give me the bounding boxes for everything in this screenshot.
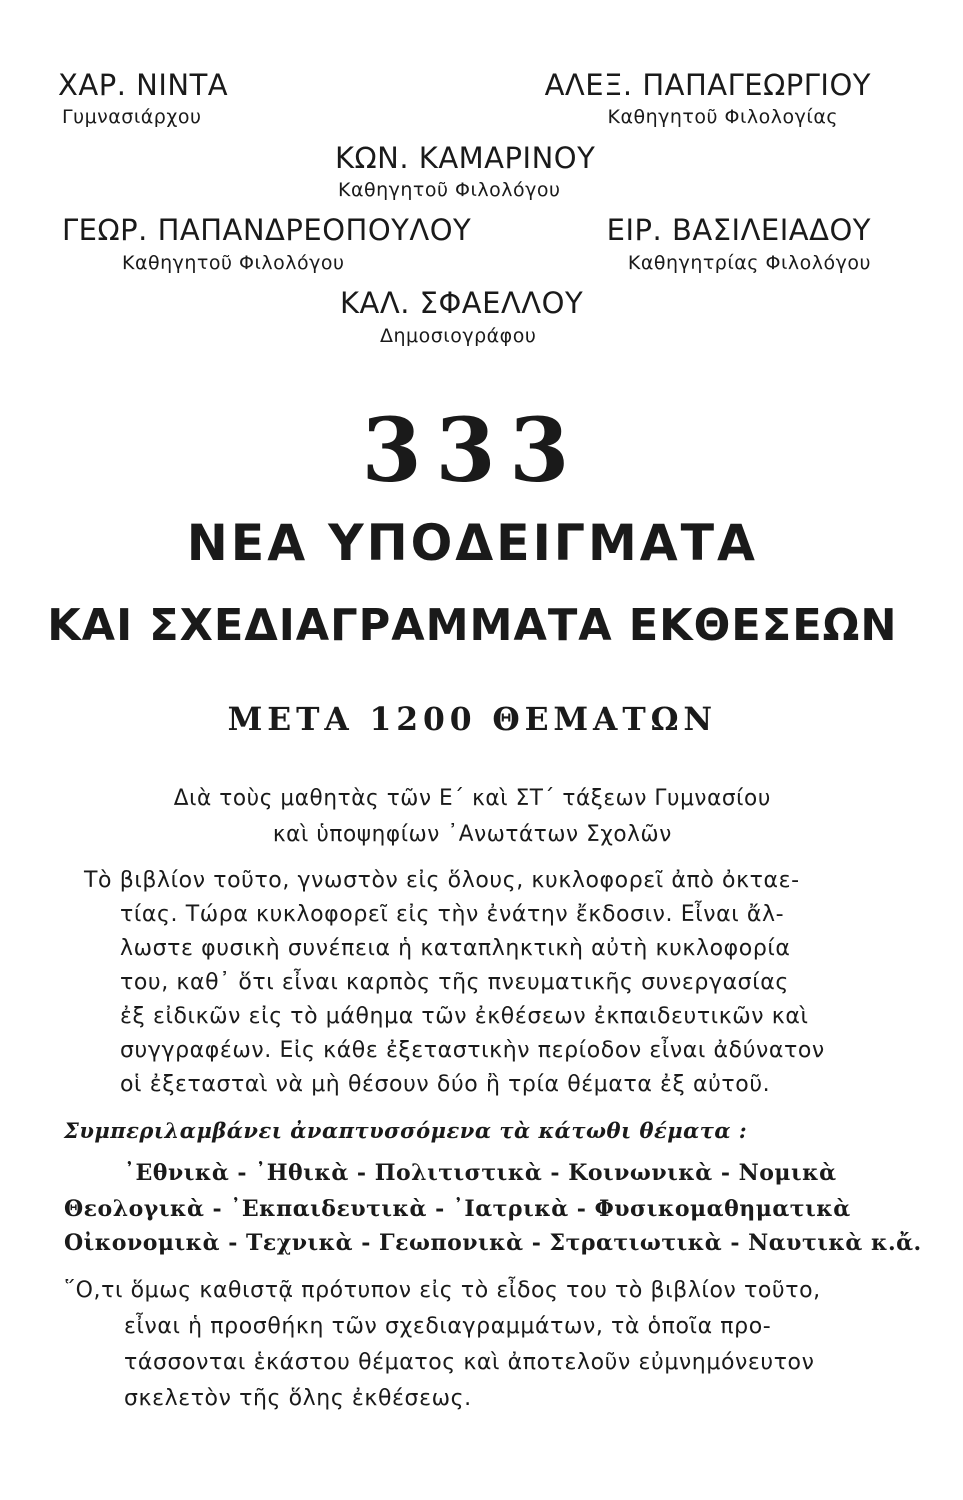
author-role: Καθηγητοῦ Φιλολόγου [122, 252, 345, 274]
subjects-line: ᾽Εθνικὰ - ᾽Ηθικὰ - Πολιτιστικὰ - Κοινωνικὰ - Νομικὰ [124, 1160, 837, 1186]
description-line: συγγραφέων. Εἰς κάθε ἐξεταστικὴν περίοδον εἶναι ἀδύνατον [120, 1038, 825, 1063]
description-line: ἐξ εἰδικῶν εἰς τὸ μάθημα τῶν ἐκθέσεων ἐκπαιδευτικῶν καὶ [120, 1004, 809, 1029]
description-line: οἱ ἐξετασταὶ νὰ μὴ θέσουν δύο ἢ τρία θέματα ἐξ αὐτοῦ. [120, 1072, 771, 1097]
author-role: Δημοσιογράφου [380, 325, 537, 347]
author-name: ΑΛΕΞ. ΠΑΠΑΓΕΩΡΓΙΟΥ [544, 68, 871, 102]
closing-line: τάσσονται ἑκάστου θέματος καὶ ἀποτελοῦν εὐμνημόνευτον [124, 1350, 815, 1375]
author-name: ΧΑΡ. ΝΙΝΤΑ [58, 68, 229, 102]
book-subtitle: ΜΕΤΑ 1200 ΘΕΜΑΤΩΝ [227, 700, 718, 738]
book-number: 333 [361, 398, 584, 502]
description-line: του, καθ᾽ ὅτι εἶναι καρπὸς τῆς πνευματικῆς συνεργασίας [120, 970, 789, 995]
subjects-line: Οἰκονομικὰ - Τεχνικὰ - Γεωπονικὰ - Στρατιωτικὰ - Ναυτικὰ κ.ἄ. [64, 1230, 922, 1256]
author-name: ΓΕΩΡ. ΠΑΠΑΝΔΡΕΟΠΟΥΛΟΥ [62, 213, 472, 247]
subjects-line: Θεολογικὰ - ᾽Εκπαιδευτικὰ - ᾽Ιατρικὰ - Φυσικομαθηματικὰ [64, 1196, 851, 1222]
audience-line: καὶ ὑποψηφίων ᾽Ανωτάτων Σχολῶν [272, 822, 672, 847]
author-name: ΕΙΡ. ΒΑΣΙΛΕΙΑΔΟΥ [606, 213, 871, 247]
author-name: ΚΑΛ. ΣΦΑΕΛΛΟΥ [340, 286, 584, 320]
author-role: Γυμνασιάρχου [62, 106, 202, 128]
closing-line: ῞Ο,τι ὅμως καθιστᾷ πρότυπον εἰς τὸ εἶδος του τὸ βιβλίον τοῦτο, [64, 1278, 821, 1303]
audience-line: Διὰ τοὺς μαθητὰς τῶν Ε΄ καὶ ΣΤ΄ τάξεων Γυμνασίου [173, 786, 771, 811]
book-title-line1: ΝΕΑ ΥΠΟΔΕΙΓΜΑΤΑ [186, 514, 758, 572]
author-role: Καθηγητοῦ Φιλολογίας [607, 106, 838, 128]
closing-line: σκελετὸν τῆς ὅλης ἐκθέσεως. [124, 1386, 472, 1411]
author-name: ΚΩΝ. ΚΑΜΑΡΙΝΟΥ [335, 141, 596, 175]
description-line: Τὸ βιβλίον τοῦτο, γνωστὸν εἰς ὅλους, κυκλοφορεῖ ἀπὸ ὀκταε- [84, 868, 800, 893]
book-title-line2: ΚΑΙ ΣΧΕΔΙΑΓΡΑΜΜΑΤΑ ΕΚΘΕΣΕΩΝ [47, 600, 898, 651]
closing-line: εἶναι ἡ προσθήκη τῶν σχεδιαγραμμάτων, τὰ ὁποῖα προ- [124, 1314, 772, 1339]
description-line: λωστε φυσικὴ συνέπεια ἡ καταπληκτικὴ αὐτὴ κυκλοφορία [120, 936, 791, 961]
description-line: τίας. Τώρα κυκλοφορεῖ εἰς τὴν ἐνάτην ἔκδοσιν. Εἶναι ἄλ- [120, 902, 785, 927]
subjects-intro: Συμπεριλαμβάνει ἀναπτυσσόμενα τὰ κάτωθι θέματα : [64, 1118, 748, 1143]
author-role: Καθηγητοῦ Φιλολόγου [338, 179, 561, 201]
author-role: Καθηγητρίας Φιλολόγου [627, 252, 871, 274]
